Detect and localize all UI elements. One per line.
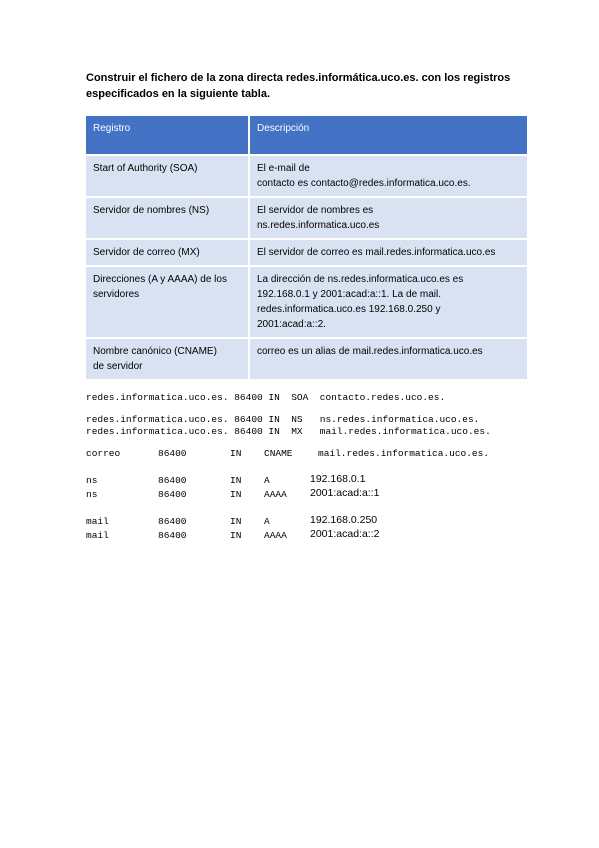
zone-record-mail-a xyxy=(86,516,526,528)
record-name: ns xyxy=(86,489,98,500)
cell-registro: Nombre canónico (CNAME) de servidor xyxy=(86,338,249,379)
record-type: A xyxy=(264,475,270,486)
table-row xyxy=(86,155,527,197)
cell-descripcion: El e-mail de contacto es contacto@redes.informatica.uco.es. xyxy=(249,155,527,197)
zone-mx-line: redes.informatica.uco.es. 86400 IN MX mail.redes.informatica.uco.es. xyxy=(86,426,491,437)
zone-ns-line: redes.informatica.uco.es. 86400 IN NS ns.redes.informatica.uco.es. xyxy=(86,414,480,425)
record-ttl: 86400 xyxy=(158,530,187,541)
cell-descripcion: El servidor de correo es mail.redes.informatica.uco.es xyxy=(249,239,527,266)
record-data: 2001:acad:a::2 xyxy=(310,528,380,540)
zone-record-ns-a xyxy=(86,475,526,487)
record-type: AAAA xyxy=(264,489,287,500)
record-name: mail xyxy=(86,530,109,541)
record-class: IN xyxy=(230,489,242,500)
record-class: IN xyxy=(230,448,242,459)
cell-descripcion: La dirección de ns.redes.informatica.uco.es es 192.168.0.1 y 2001:acad:a::1. La de mail. redes.informatica.uco.es 192.168.0.250 y 2001:acad:a::2. xyxy=(249,266,527,338)
zone-record-mail-aaaa xyxy=(86,530,526,542)
cell-registro: Direcciones (A y AAAA) de los servidores xyxy=(86,266,249,338)
table-row xyxy=(86,266,527,338)
record-name: correo xyxy=(86,448,121,459)
cell-descripcion: El servidor de nombres es ns.redes.informatica.uco.es xyxy=(249,197,527,239)
table-row xyxy=(86,197,527,239)
zone-record-cname xyxy=(86,448,526,460)
intro-paragraph: Construir el fichero de la zona directa redes.informática.uco.es. con los registros especificados en la siguiente tabla. xyxy=(86,72,511,100)
record-data: mail.redes.informatica.uco.es. xyxy=(318,448,490,459)
cell-descripcion: correo es un alias de mail.redes.informatica.uco.es xyxy=(249,338,527,379)
records-table xyxy=(86,116,527,379)
record-type: AAAA xyxy=(264,530,287,541)
record-data: 2001:acad:a::1 xyxy=(310,487,380,499)
table-row xyxy=(86,239,527,266)
record-class: IN xyxy=(230,475,242,486)
record-data: 192.168.0.1 xyxy=(310,473,366,485)
record-ttl: 86400 xyxy=(158,489,187,500)
zone-soa-line: redes.informatica.uco.es. 86400 IN SOA contacto.redes.uco.es. xyxy=(86,392,446,403)
table-header-row xyxy=(86,116,527,155)
record-type: CNAME xyxy=(264,448,293,459)
record-data: 192.168.0.250 xyxy=(310,514,378,526)
zone-record-ns-aaaa xyxy=(86,489,526,501)
table-row xyxy=(86,338,527,379)
record-type: A xyxy=(264,516,270,527)
record-ttl: 86400 xyxy=(158,516,187,527)
record-name: ns xyxy=(86,475,98,486)
header-descripcion: Descripción xyxy=(249,116,527,155)
cell-registro: Servidor de nombres (NS) xyxy=(86,197,249,239)
record-ttl: 86400 xyxy=(158,475,187,486)
record-ttl: 86400 xyxy=(158,448,187,459)
header-registro: Registro xyxy=(86,116,249,155)
cell-registro: Start of Authority (SOA) xyxy=(86,155,249,197)
record-class: IN xyxy=(230,530,242,541)
cell-registro: Servidor de correo (MX) xyxy=(86,239,249,266)
record-class: IN xyxy=(230,516,242,527)
record-name: mail xyxy=(86,516,109,527)
